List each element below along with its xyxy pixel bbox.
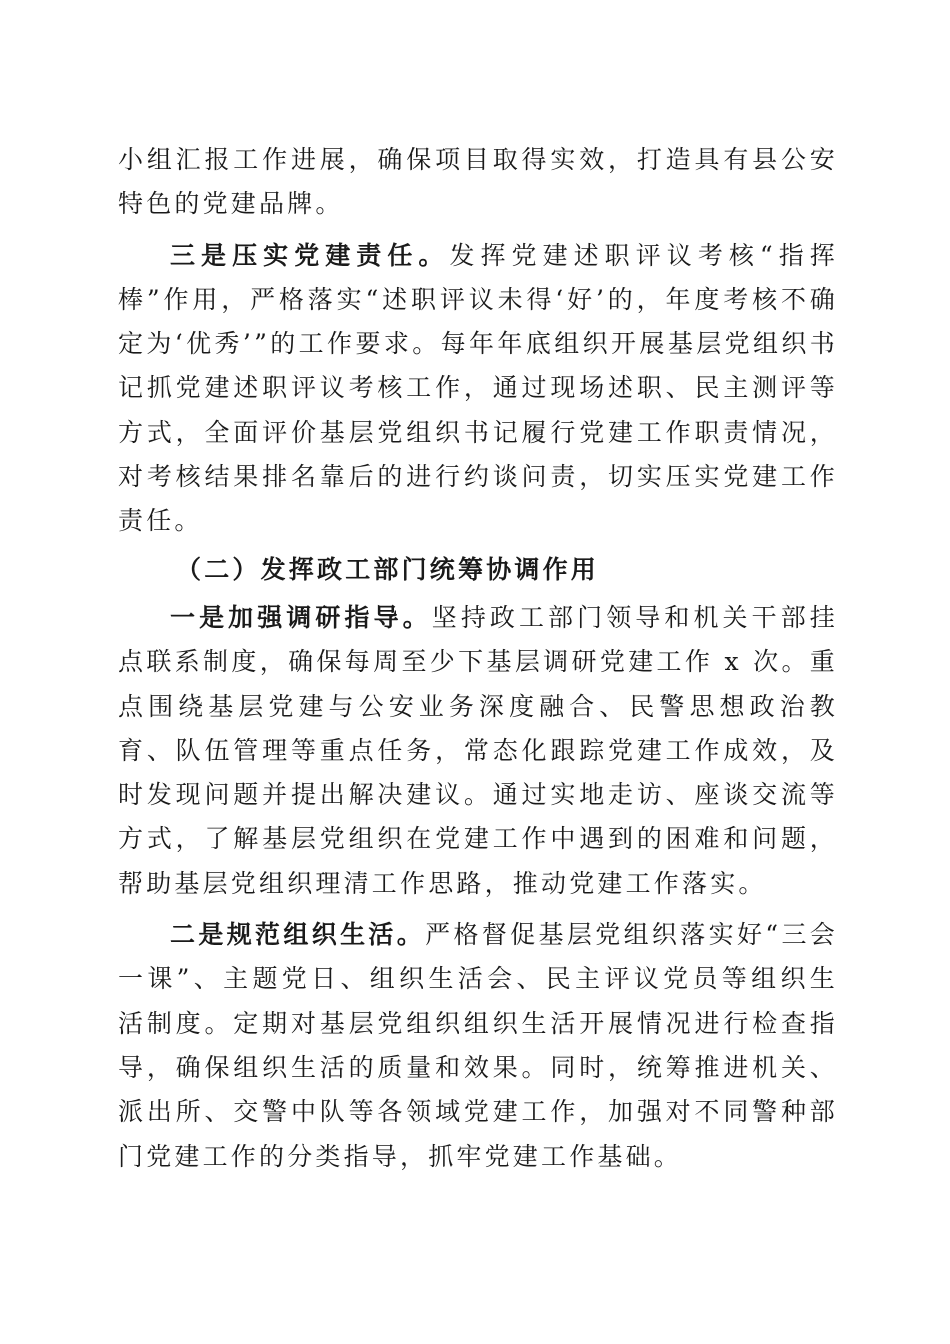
paragraph-organizational-life — [118, 913, 838, 1179]
paragraph-text: 严格督促基层党组织落实好“三会一课”、主题党日、组织生活会、民主评议党员等组织生活制度。定期对基层党组织组织生活开展情况进行检查指导，确保组织生活的质量和效果。同时，统筹推进机关、派出所、交警中队等各领域党建工作，加强对不同警种部门党建工作的分类指导，抓牢党建工作基础。 — [118, 920, 838, 1171]
paragraph-text: 发挥党建述职评议考核“指挥棒”作用，严格落实“述职评议未得‘好’的，年度考核不确定为‘优秀’”的工作要求。每年年底组织开展基层党组织书记抓党建述职评议考核工作，通过现场述职、民主测评等方式，全面评价基层党组织书记履行党建工作职责情况，对考核结果排名靠后的进行约谈问责，切实压实党建工作责任。 — [118, 240, 838, 536]
document-body — [118, 138, 838, 1179]
paragraph-lead: 二是规范组织生活。 — [170, 920, 426, 950]
paragraph-research-guidance — [118, 596, 838, 906]
section-heading-text: （二）发挥政工部门统筹协调作用 — [176, 554, 600, 584]
paragraph-responsibility — [118, 234, 838, 544]
paragraph-lead: 三是压实党建责任。 — [170, 240, 450, 270]
paragraph-text: 坚持政工部门领导和机关干部挂点联系制度，确保每周至少下基层调研党建工作 x 次。重点围绕基层党建与公安业务深度融合、民警思想政治教育、队伍管理等重点任务，常态化跟踪党建工作成效，及时发现问题并提出解决建议。通过实地走访、座谈交流等方式，了解基层党组织在党建工作中遇到的困难和问题，帮助基层党组织理清工作思路，推动党建工作落实。 — [118, 602, 838, 898]
section-heading — [118, 548, 838, 592]
paragraph-lead: 一是加强调研指导。 — [170, 602, 432, 632]
paragraph-continuation — [118, 138, 838, 227]
paragraph-text: 小组汇报工作进展，确保项目取得实效，打造具有县公安特色的党建品牌。 — [118, 145, 838, 219]
